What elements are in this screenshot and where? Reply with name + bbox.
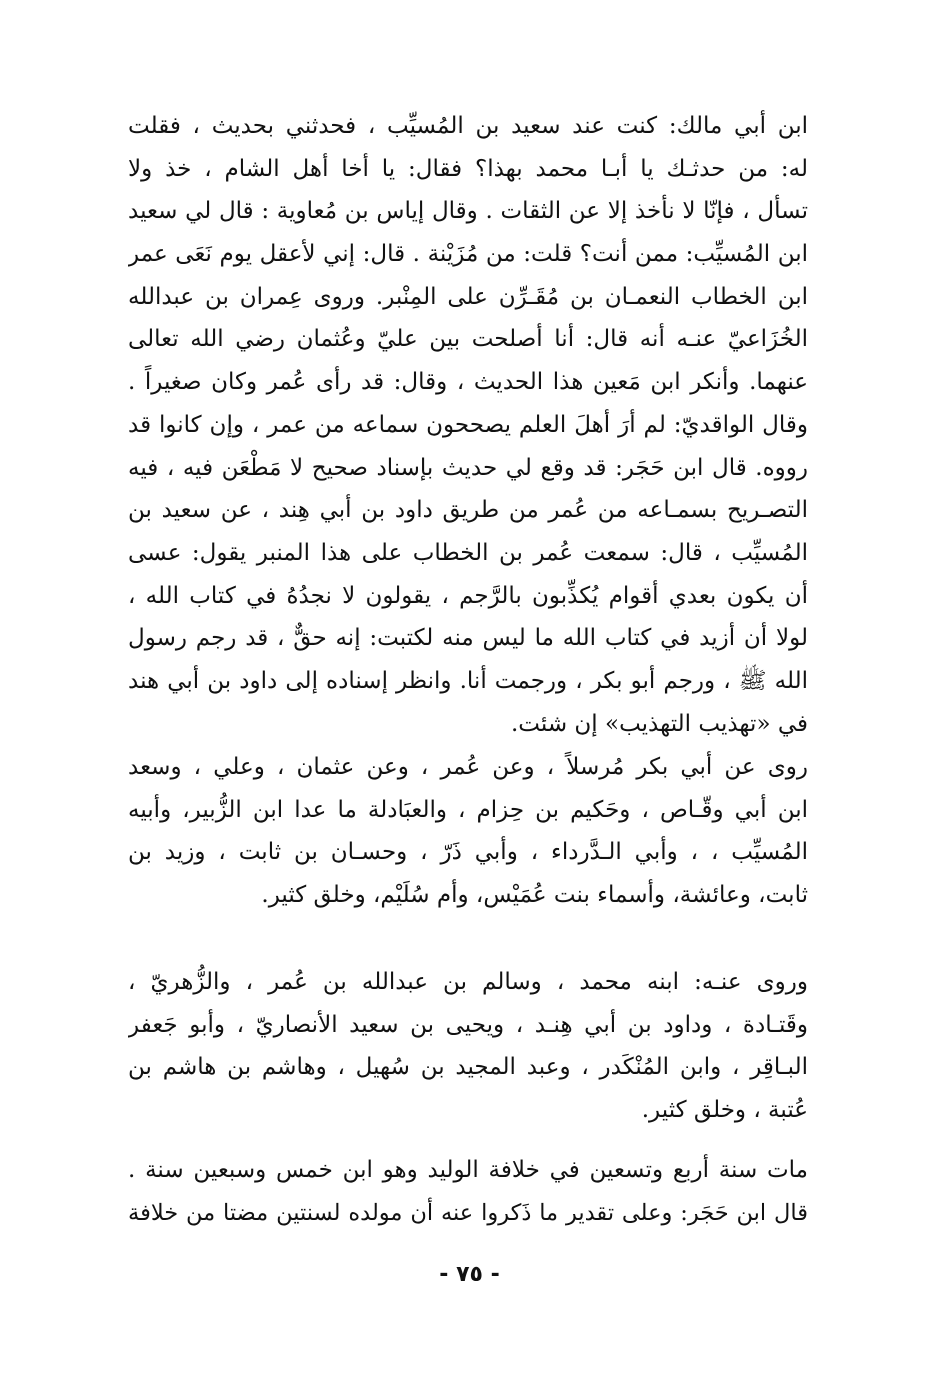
text-line: الخُزَاعيّ عنـه أنه قال: أنا أصلحت بين عليّ وعُثمان رضي الله تعالى (128, 326, 808, 353)
text-line: وقَتـادة ، وداود بن أبي هِنـد ، ويحيى بن سعيد الأنصاريّ ، وأبو جَعفر (128, 1011, 808, 1038)
text-line: لولا أن أزيد في كتاب الله ما ليس منه لكتبت: إنه حقٌّ ، قد رجم رسول (128, 625, 808, 652)
text-line: الله ﷺ ، ورجم أبو بكر ، ورجمت أنا. وانظر إسناده إلى داود بن أبي هند (128, 667, 808, 694)
text-line: وقال الواقديّ: لم أرَ أهلَ العلم يصححون سماعه من عمر ، وإن كانوا قد (128, 411, 808, 438)
paragraph-biography (128, 105, 808, 745)
text-line: تسأل ، فإنّا لا نأخذ إلا عن الثقات . وقال إياس بن مُعاوية : قال لي سعيد (128, 198, 808, 225)
text-line: ابن أبي وقّـاص ، وحَكيم بن حِزام ، والعبَادلة ما عدا ابن الزُّبير، وأبيه (128, 796, 808, 823)
text-line: ابن الخطاب النعمـان بن مُقَـرِّن على المِنْبر. وروى عِمران بن عبدالله (128, 283, 808, 310)
text-line: عنهما. وأنكر ابن مَعين هذا الحديث ، وقال: قد رأى عُمر وكان صغيراً . (128, 369, 808, 396)
text-line: ثابت، وعائشة، وأسماء بنت عُمَيْس، وأم سُلَيْم، وخلق كثير. (261, 882, 808, 909)
text-line: ابن المُسيِّب: ممن أنت؟ قلت: من مُزَيْنة . قال: إني لأعقل يوم نَعَى عمر (128, 241, 808, 268)
paragraph-death (128, 1149, 808, 1234)
text-line: ابن أبي مالك: كنت عند سعيد بن المُسيِّب ، فحدثني بحديث ، فقلت (128, 113, 808, 139)
text-line: روى عن أبي بكر مُرسلاً ، وعن عُمر ، وعن عثمان ، وعلي ، وسعد (128, 754, 808, 780)
text-line: مات سنة أربع وتسعين في خلافة الوليد وهو ابن خمس وسبعين سنة . (128, 1157, 808, 1183)
text-line: له: من حدثـك يا أبـا محمد بهذا؟ فقال: يا أخا أهل الشام ، خذ ولا (128, 155, 808, 182)
text-line: المُسيِّب ، ، وأبي الـدَّرداء ، وأبي ذَرّ ، وحسـان بن ثابت ، وزيد بن (128, 839, 808, 866)
text-line: البـاقِر ، وابن المُنْكَدر ، وعبد المجيد بن سُهيل ، وهاشم بن هاشم بن (128, 1054, 808, 1081)
text-line: في «تهذيب التهذيب» إن شئت. (510, 710, 808, 737)
paragraph-narrated-from (128, 746, 808, 917)
text-line: المُسيِّب ، قال: سمعت عُمر بن الخطاب على هذا المنبر يقول: عسى (128, 539, 808, 566)
text-line: قال ابن حَجَر: وعلى تقدير ما ذَكروا عنه أن مولده لسنتين مضتا من خلافة (128, 1199, 808, 1226)
text-line: رووه. قال ابن حَجَر: قد وقع لي حديث بإسناد صحيح لا مَطْعَن فيه ، فيه (128, 454, 808, 481)
text-line: التصـريح بسمـاعه من عُمر من طريق داود بن أبي هِند ، عن سعيد بن (128, 497, 808, 524)
text-line: أن يكون بعدي أقوام يُكذِّبون بالرَّجم ، يقولون لا نجدُهُ في كتاب الله ، (128, 582, 808, 609)
text-line: وروى عنـه: ابنه محمد ، وسالم بن عبدالله بن عُمر ، والزُّهريّ ، (128, 969, 808, 995)
paragraph-narrated-by (128, 961, 808, 1132)
text-line: عُتبة ، وخلق كثير. (641, 1097, 808, 1124)
page-number: - ٧٥ - (439, 1262, 500, 1287)
